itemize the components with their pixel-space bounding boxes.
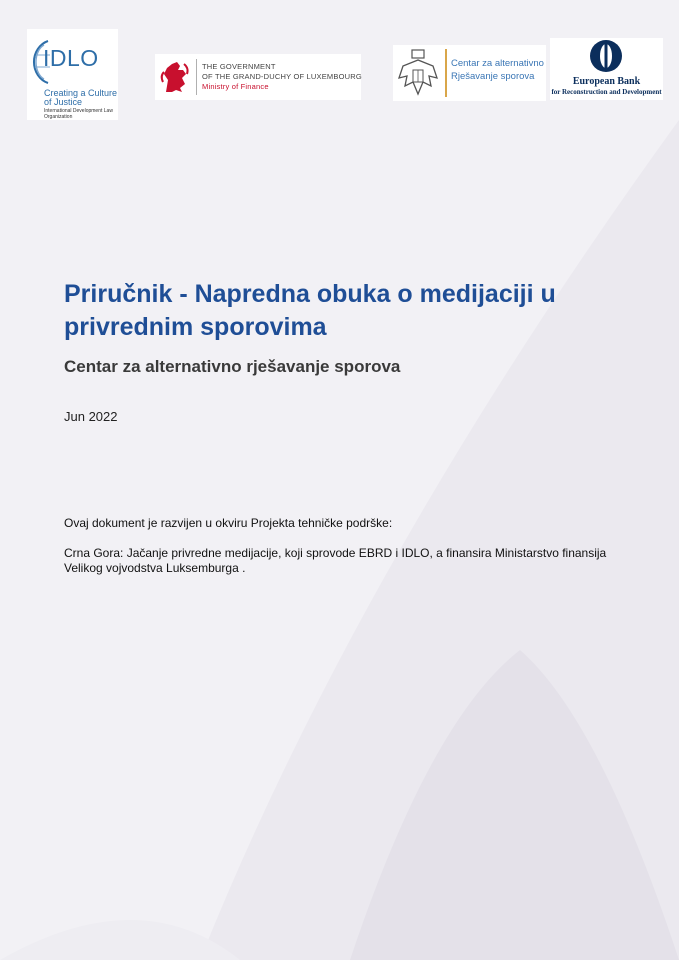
idlo-name: IDLO xyxy=(43,45,99,71)
logo-divider xyxy=(196,59,197,95)
document-date: Jun 2022 xyxy=(64,409,118,424)
idlo-logo xyxy=(27,29,118,120)
luxembourg-government-logo xyxy=(155,54,361,100)
intro-paragraph: Ovaj dokument je razvijen u okviru Projekta tehničke podrške: xyxy=(64,516,393,530)
lux-line-1: THE GOVERNMENT xyxy=(202,62,276,71)
document-subtitle: Centar za alternativno rješavanje sporova xyxy=(64,357,401,376)
idlo-tagline-1: Creating a Culture xyxy=(44,88,118,98)
ebrd-emblem-icon xyxy=(588,38,624,74)
centar-line-2: Rješavanje sporova xyxy=(451,71,535,82)
logo-divider xyxy=(445,49,447,97)
ebrd-line-1: European Bank xyxy=(572,76,641,87)
red-lion-icon xyxy=(158,58,192,96)
centar-line-1: Centar za alternativno xyxy=(451,58,544,69)
ebrd-line-2: for Reconstruction and Development xyxy=(551,88,662,96)
project-paragraph: Crna Gora: Jačanje privredne medijacije, koji sprovode EBRD i IDLO, a finansira Ministarstvo finansija Velikog vojvodstva Luksemburga . xyxy=(64,546,607,575)
lux-line-2: OF THE GRAND-DUCHY OF LUXEMBOURG xyxy=(202,72,362,81)
ebrd-logo xyxy=(550,38,663,100)
document-title: Priručnik - Napredna obuka o medijaciji u privrednim sporovima xyxy=(64,280,556,341)
montenegro-crest-icon xyxy=(395,48,441,98)
idlo-tagline-2: of Justice xyxy=(44,97,83,107)
centar-logo xyxy=(393,45,546,101)
lux-ministry: Ministry of Finance xyxy=(202,82,269,91)
idlo-full-name: International Development Law Organization xyxy=(44,108,113,120)
